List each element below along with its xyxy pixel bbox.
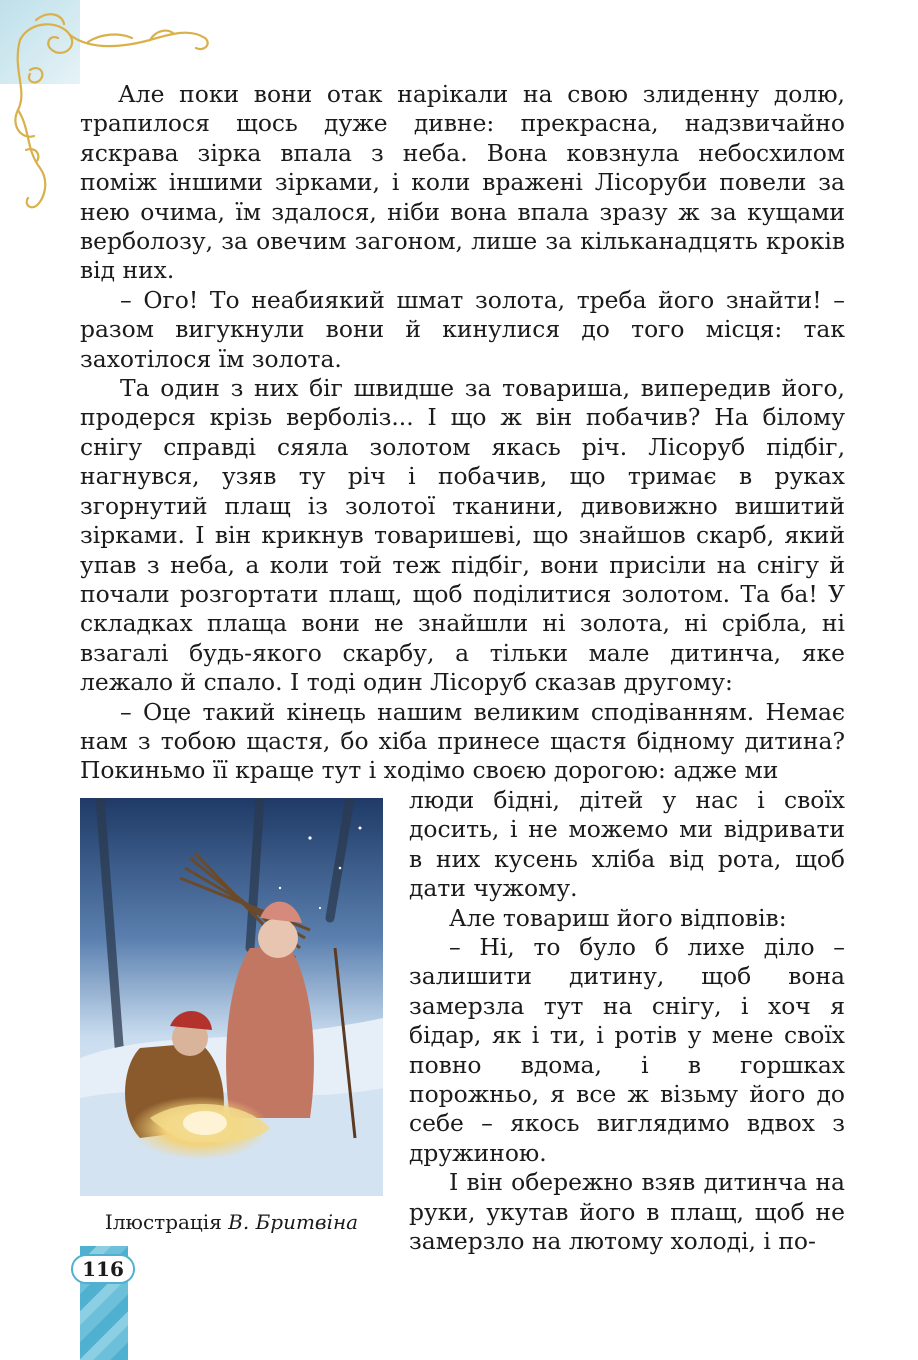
caption-author: В. Бритвіна — [228, 1210, 359, 1234]
paragraph-2: – Ого! То неабиякий шмат золота, треба його знайти! – разом вигукнули вони й кинулися до того місця: так захотілося їм золота. — [80, 285, 845, 373]
body-text-top — [80, 80, 845, 786]
paragraph-3: Та один з них біг швидше за товариша, випередив його, продерся крізь верболіз... І що ж він побачив? На білому снігу справді сяяла золотом якась річ. Лісоруб підбіг, нагнувся, узяв ту річ і побачив, що тримає в руках згорнутий плащ із золотої тканини, дивовижно вишитий зірками. І він крикнув товаришеві, що знайшов скарб, який упав з неба, а коли той теж підбіг, вони присіли на снігу й почали розгортати плащ, щоб поділитися золотом. Та ба! У складках плаща вони не знайшли ні золота, ні срібла, ні взагалі будь-якого скарбу, а тільки мале дитинча, яке лежало й спало. І тоді один Лісоруб сказав другому: — [80, 374, 845, 697]
page-number: 116 — [71, 1254, 135, 1284]
illustration — [80, 798, 383, 1196]
paragraph-1: Але поки вони отак нарікали на свою злиденну долю, трапилося щось дуже дивне: прекрасна, надзвичайно яскрава зірка впала з неба. Вона ковзнула небосхилом поміж іншими зірками, і коли вражені Лісоруби повели за нею очима, їм здалося, ніби вона впала зразу ж за кущами верболозу, за овечим загоном, лише за кільканадцять кроків від них. — [80, 80, 845, 285]
paragraph-6: Але товариш його відповів: — [449, 903, 787, 932]
paragraph-7: – Ні, то було б лихе діло – залишити дитину, щоб вона замерзла тут на снігу, і хоч я бідар, як і ти, і ротів у мене своїх повно вдома, і в горшках порожньо, я все ж візьму його до себе – якось виглядимо вдвох з дружиною. — [409, 933, 845, 1167]
paragraph-5: люди бідні, дітей у нас і своїх досить, і не можемо ми відривати в них кусень хліба від рота, щоб дати чужому. — [409, 786, 845, 903]
caption-prefix: Ілюстрація — [104, 1210, 229, 1234]
body-text-right-column — [409, 786, 845, 1257]
paragraph-4: – Оце такий кінець нашим великим сподіванням. Немає нам з тобою щастя, бо хіба принесе щастя бідному дитина? Покиньмо її краще тут і ходімо своєю дорогою: адже ми — [80, 697, 845, 785]
illustration-caption — [80, 1210, 383, 1234]
woodcutters-illustration-image — [80, 798, 383, 1196]
paragraph-8: І він обережно взяв дитинча на руки, укутав його в плащ, щоб не замерзло на лютому холоді, і по- — [409, 1168, 845, 1256]
